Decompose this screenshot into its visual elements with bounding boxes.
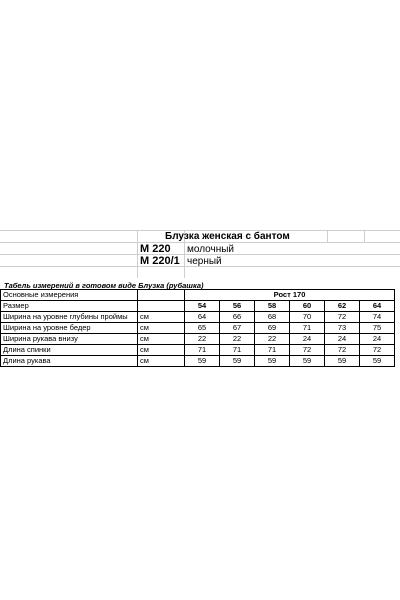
grid-line bbox=[327, 230, 328, 242]
value-cell: 22 bbox=[255, 334, 290, 345]
measure-name-cell: Длина спинки bbox=[1, 345, 138, 356]
value-cell: 24 bbox=[360, 334, 395, 345]
unit-cell: см bbox=[138, 312, 185, 323]
unit-cell: см bbox=[138, 323, 185, 334]
value-cell: 66 bbox=[220, 312, 255, 323]
size-row bbox=[1, 301, 395, 312]
value-cell: 59 bbox=[325, 356, 360, 367]
size-label-cell: Размер bbox=[1, 301, 138, 312]
value-cell: 59 bbox=[360, 356, 395, 367]
measure-name-cell: Ширина на уровне глубины проймы bbox=[1, 312, 138, 323]
measure-name-cell: Ширина рукава внизу bbox=[1, 334, 138, 345]
value-cell: 71 bbox=[290, 323, 325, 334]
unit-cell: см bbox=[138, 345, 185, 356]
header-empty-cell bbox=[138, 290, 185, 301]
value-cell: 70 bbox=[290, 312, 325, 323]
value-cell: 73 bbox=[325, 323, 360, 334]
value-cell: 59 bbox=[220, 356, 255, 367]
value-cell: 69 bbox=[255, 323, 290, 334]
value-cell: 59 bbox=[290, 356, 325, 367]
value-cell: 72 bbox=[360, 345, 395, 356]
value-cell: 71 bbox=[255, 345, 290, 356]
value-cell: 64 bbox=[185, 312, 220, 323]
size-cell: 54 bbox=[185, 301, 220, 312]
value-cell: 22 bbox=[220, 334, 255, 345]
size-cell: 62 bbox=[325, 301, 360, 312]
measure-name-cell: Длина рукава bbox=[1, 356, 138, 367]
value-cell: 22 bbox=[185, 334, 220, 345]
unit-cell: см bbox=[138, 356, 185, 367]
grid-line bbox=[364, 230, 365, 242]
measurement-table bbox=[0, 289, 395, 367]
unit-cell: см bbox=[138, 334, 185, 345]
grid-line bbox=[0, 242, 400, 243]
table-row bbox=[1, 345, 395, 356]
value-cell: 59 bbox=[185, 356, 220, 367]
value-cell: 24 bbox=[325, 334, 360, 345]
table-row bbox=[1, 334, 395, 345]
value-cell: 75 bbox=[360, 323, 395, 334]
value-cell: 71 bbox=[185, 345, 220, 356]
value-cell: 72 bbox=[325, 345, 360, 356]
value-cell: 24 bbox=[290, 334, 325, 345]
grid-line bbox=[137, 230, 138, 278]
model-color: молочный bbox=[187, 244, 235, 255]
value-cell: 67 bbox=[220, 323, 255, 334]
value-cell: 72 bbox=[290, 345, 325, 356]
value-cell: 71 bbox=[220, 345, 255, 356]
measure-name-cell: Ширина на уровне бедер bbox=[1, 323, 138, 334]
height-label-cell: Рост 170 bbox=[185, 290, 395, 301]
table-caption: Табель измерений в готовом виде Блузка (рубашка) bbox=[4, 281, 204, 290]
size-cell: 60 bbox=[290, 301, 325, 312]
value-cell: 65 bbox=[185, 323, 220, 334]
value-cell: 72 bbox=[325, 312, 360, 323]
value-cell: 74 bbox=[360, 312, 395, 323]
table-row bbox=[1, 356, 395, 367]
table-header-row bbox=[1, 290, 395, 301]
table-row bbox=[1, 323, 395, 334]
table-row bbox=[1, 312, 395, 323]
model-code: М 220 bbox=[140, 243, 171, 255]
size-cell: 56 bbox=[220, 301, 255, 312]
size-unit-cell bbox=[138, 301, 185, 312]
value-cell: 68 bbox=[255, 312, 290, 323]
size-cell: 64 bbox=[360, 301, 395, 312]
header-label-cell: Основные измерения bbox=[1, 290, 138, 301]
model-color: черный bbox=[187, 256, 222, 267]
size-cell: 58 bbox=[255, 301, 290, 312]
model-code: М 220/1 bbox=[140, 255, 180, 267]
product-title: Блузка женская с бантом bbox=[165, 231, 290, 242]
value-cell: 59 bbox=[255, 356, 290, 367]
